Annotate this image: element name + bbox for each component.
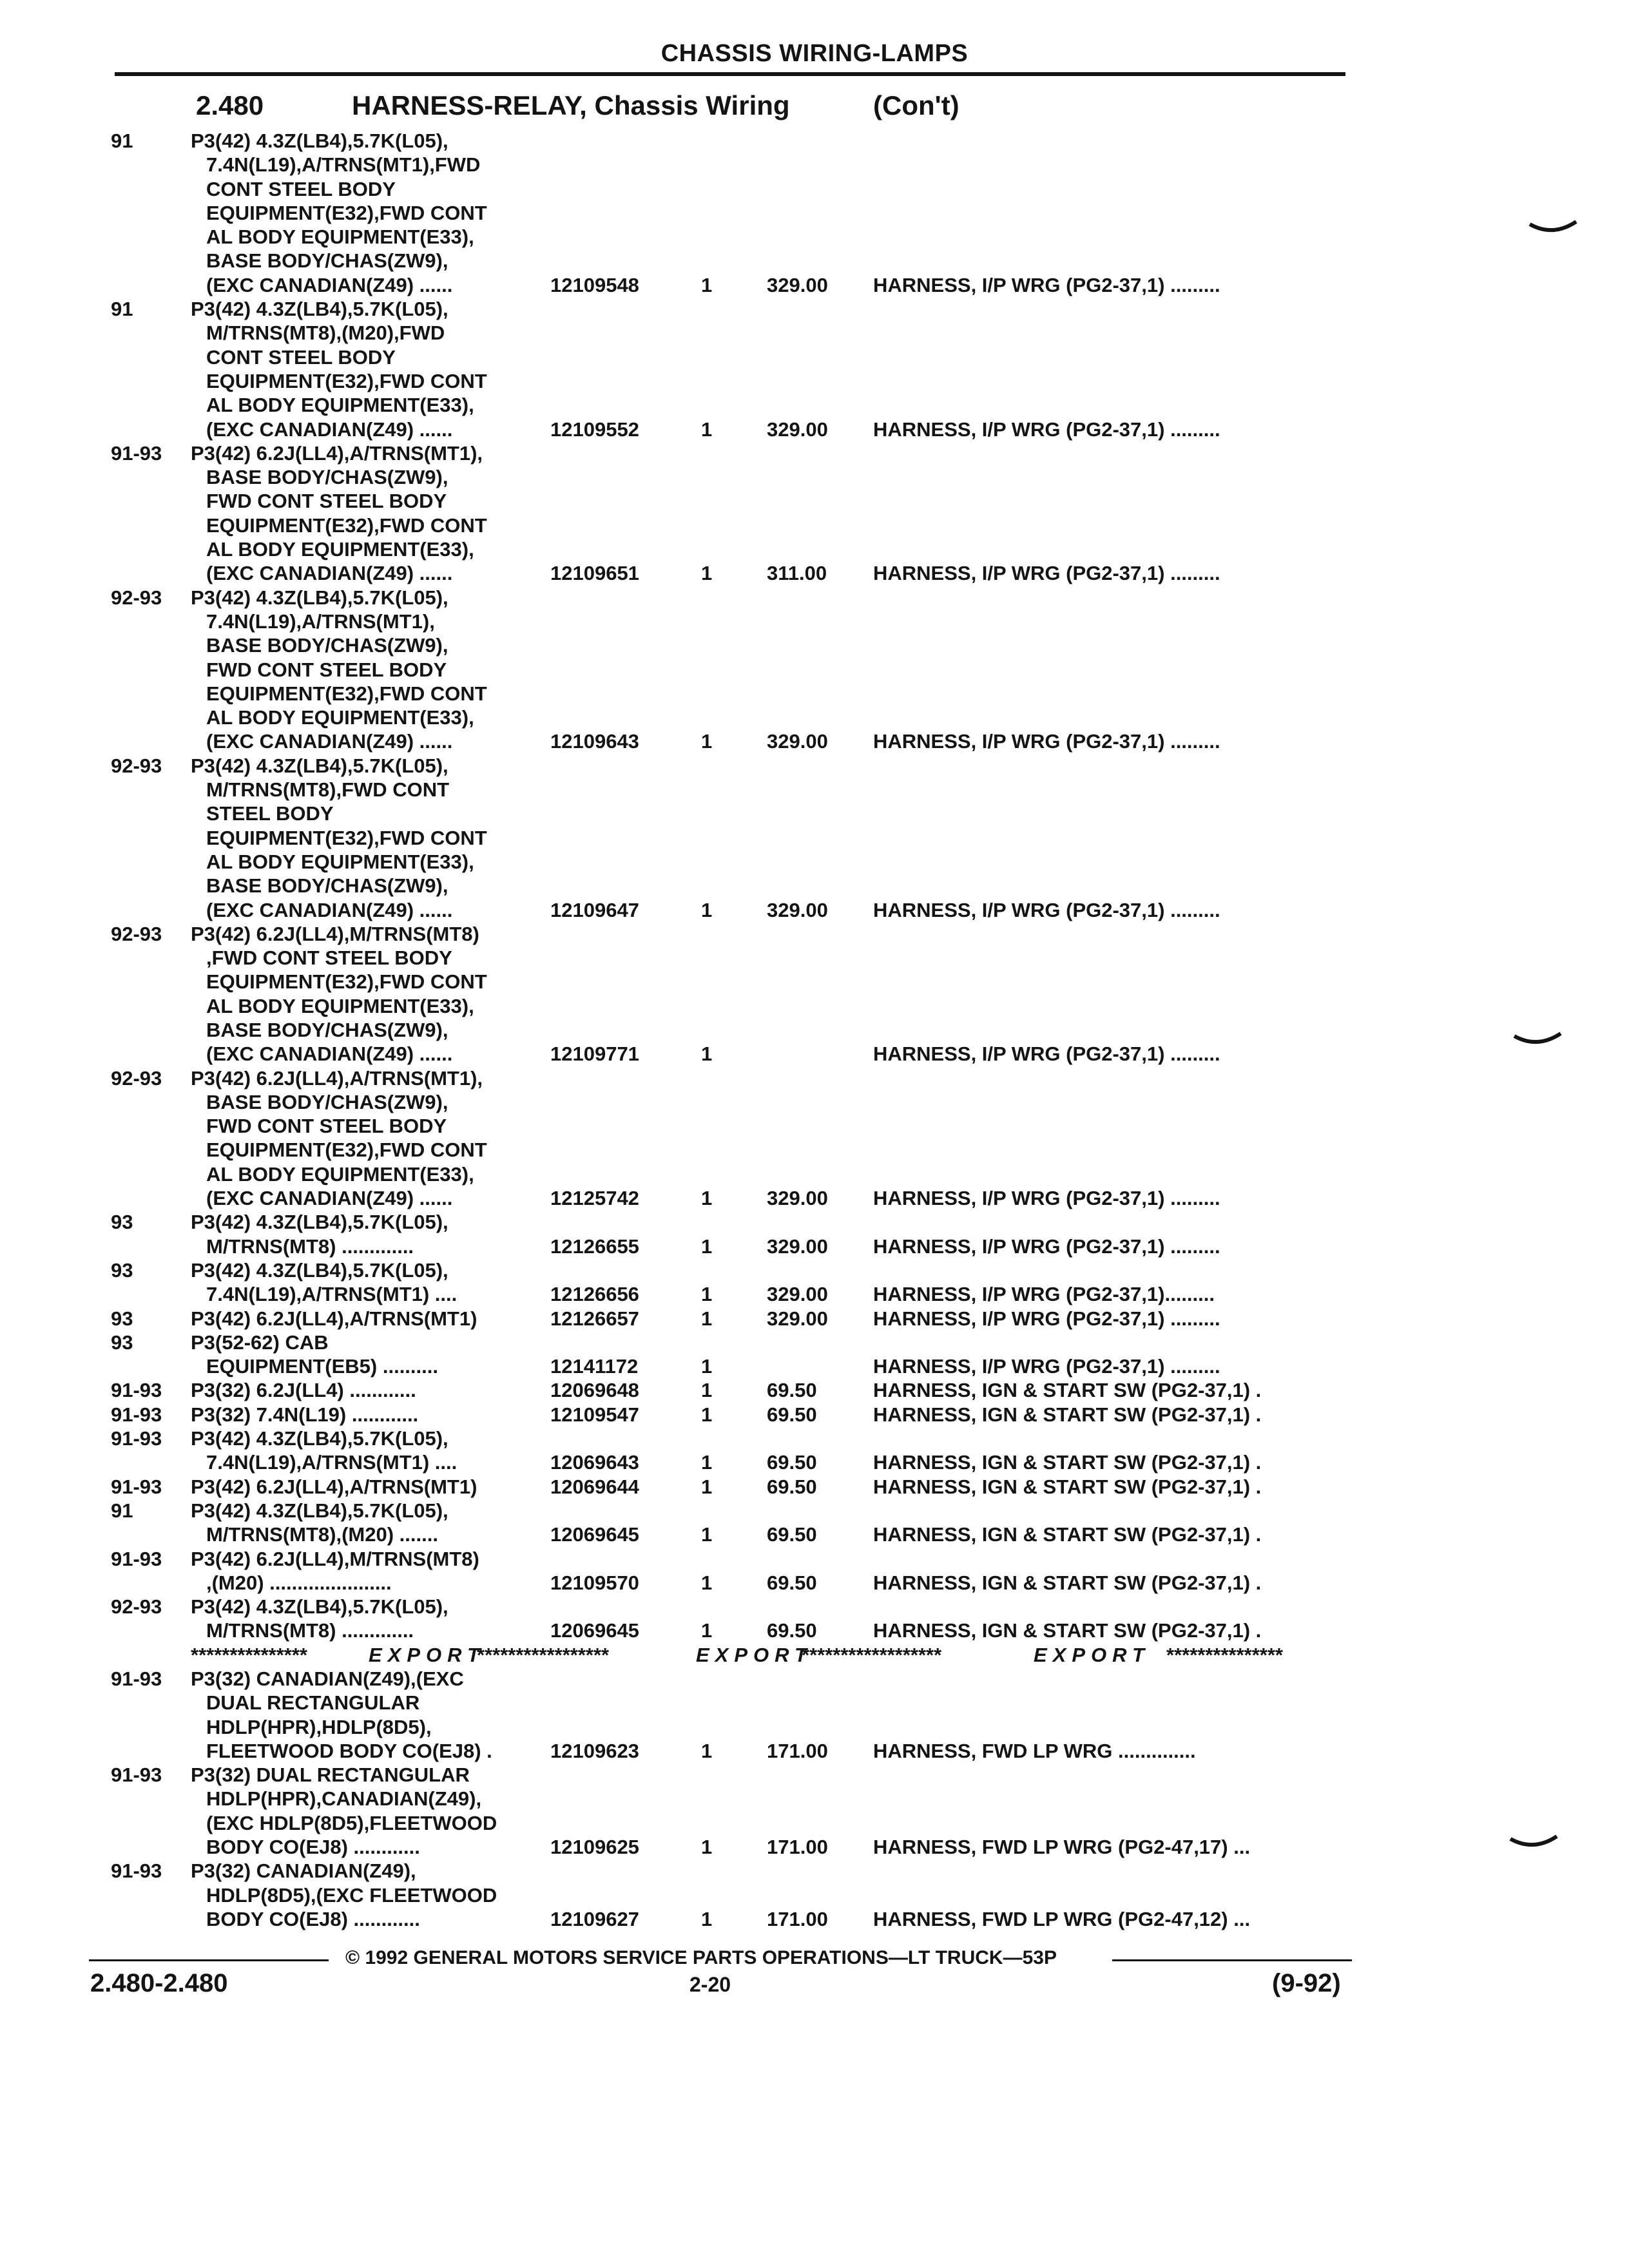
header-rule bbox=[115, 72, 1345, 76]
entry-line bbox=[0, 1307, 1629, 1331]
usage-description: P3(42) 4.3Z(LB4),5.7K(L05), bbox=[191, 1499, 448, 1522]
entry-line bbox=[0, 537, 1629, 561]
quantity: 1 bbox=[701, 1836, 713, 1859]
usage-description: P3(42) 6.2J(LL4),A/TRNS(MT1), bbox=[191, 1066, 483, 1090]
price: 69.50 bbox=[767, 1379, 817, 1402]
part-name: HARNESS, FWD LP WRG (PG2-47,12) ... bbox=[873, 1907, 1251, 1930]
entry-line bbox=[0, 297, 1629, 321]
export-label: EXPORT bbox=[696, 1643, 813, 1666]
entry-line bbox=[0, 1427, 1629, 1450]
export-stars: *************** bbox=[1166, 1643, 1283, 1666]
part-number: 12109570 bbox=[550, 1571, 639, 1594]
usage-description: FWD CONT STEEL BODY bbox=[206, 490, 447, 513]
parts-entry bbox=[0, 1210, 1629, 1258]
usage-description: EQUIPMENT(E32),FWD CONT bbox=[206, 201, 487, 224]
model-years: 92-93 bbox=[111, 586, 162, 609]
entry-line bbox=[0, 345, 1629, 369]
quantity: 1 bbox=[701, 1235, 713, 1258]
usage-description: P3(32) DUAL RECTANGULAR bbox=[191, 1763, 470, 1787]
model-years: 91-93 bbox=[111, 1667, 162, 1690]
usage-description: M/TRNS(MT8),FWD CONT bbox=[206, 778, 450, 802]
part-name: HARNESS, I/P WRG (PG2-37,1) ......... bbox=[873, 562, 1220, 585]
part-number: 12109771 bbox=[550, 1043, 639, 1066]
usage-description: P3(42) 4.3Z(LB4),5.7K(L05), bbox=[191, 754, 448, 777]
part-number: 12141172 bbox=[550, 1355, 639, 1378]
usage-description: P3(42) 6.2J(LL4),M/TRNS(MT8) bbox=[191, 1547, 479, 1570]
section-heading bbox=[0, 90, 1629, 129]
entry-line bbox=[0, 489, 1629, 513]
entry-line bbox=[0, 1571, 1629, 1595]
price: 171.00 bbox=[767, 1836, 828, 1859]
price: 69.50 bbox=[767, 1523, 817, 1546]
entry-line bbox=[0, 1282, 1629, 1306]
entry-line bbox=[0, 1547, 1629, 1571]
entry-line bbox=[0, 898, 1629, 922]
entry-line bbox=[0, 1186, 1629, 1210]
entry-line bbox=[0, 1715, 1629, 1739]
usage-description: P3(32) 7.4N(L19) ............ bbox=[191, 1403, 419, 1426]
model-years: 92-93 bbox=[111, 1595, 162, 1619]
usage-description: BASE BODY/CHAS(ZW9), bbox=[206, 466, 448, 489]
usage-description: P3(42) 4.3Z(LB4),5.7K(L05), bbox=[191, 1211, 448, 1234]
usage-description: 7.4N(L19),A/TRNS(MT1) .... bbox=[206, 1451, 458, 1474]
entry-line bbox=[0, 153, 1629, 177]
usage-description: 7.4N(L19),A/TRNS(MT1), bbox=[206, 610, 435, 633]
usage-description: (EXC CANADIAN(Z49) ...... bbox=[206, 273, 453, 296]
part-name: HARNESS, IGN & START SW (PG2-37,1) . bbox=[873, 1403, 1262, 1426]
usage-description: P3(32) CANADIAN(Z49), bbox=[191, 1860, 416, 1883]
model-years: 91-93 bbox=[111, 1860, 162, 1883]
parts-entry bbox=[0, 1859, 1629, 1931]
part-number: 12069645 bbox=[550, 1619, 639, 1642]
quantity: 1 bbox=[701, 1475, 713, 1498]
entry-line bbox=[0, 201, 1629, 225]
parts-entry bbox=[0, 1595, 1629, 1643]
entry-line bbox=[0, 129, 1629, 153]
part-number: 12109548 bbox=[550, 273, 639, 296]
quantity: 1 bbox=[701, 1307, 713, 1330]
entry-line bbox=[0, 754, 1629, 778]
usage-description: BASE BODY/CHAS(ZW9), bbox=[206, 1018, 448, 1041]
usage-description: EQUIPMENT(E32),FWD CONT bbox=[206, 369, 487, 392]
part-name: HARNESS, I/P WRG (PG2-37,1) ......... bbox=[873, 1043, 1220, 1066]
model-years: 93 bbox=[111, 1307, 133, 1330]
model-years: 92-93 bbox=[111, 754, 162, 777]
entry-line bbox=[0, 1331, 1629, 1354]
entry-line bbox=[0, 1835, 1629, 1859]
footer-rule-right bbox=[1112, 1959, 1352, 1961]
entry-line bbox=[0, 1883, 1629, 1907]
quantity: 1 bbox=[701, 273, 713, 296]
entry-line bbox=[0, 1787, 1629, 1811]
footer-rule-left bbox=[89, 1959, 329, 1961]
price: 311.00 bbox=[767, 562, 827, 585]
export-label: EXPORT bbox=[369, 1643, 485, 1666]
part-name: HARNESS, IGN & START SW (PG2-37,1) . bbox=[873, 1475, 1262, 1498]
usage-description: 7.4N(L19),A/TRNS(MT1),FWD bbox=[206, 153, 481, 177]
margin-mark bbox=[1508, 1834, 1559, 1860]
price: 69.50 bbox=[767, 1403, 817, 1426]
entry-line bbox=[0, 1138, 1629, 1162]
usage-description: P3(32) CANADIAN(Z49),(EXC bbox=[191, 1667, 464, 1690]
part-name: HARNESS, FWD LP WRG .............. bbox=[873, 1739, 1196, 1762]
parts-entry bbox=[0, 1763, 1629, 1859]
usage-description: M/TRNS(MT8) ............. bbox=[206, 1235, 414, 1258]
entry-line bbox=[0, 418, 1629, 441]
entry-line bbox=[0, 610, 1629, 633]
part-name: HARNESS, FWD LP WRG (PG2-47,17) ... bbox=[873, 1836, 1251, 1859]
part-number: 12126655 bbox=[550, 1235, 639, 1258]
usage-description: FLEETWOOD BODY CO(EJ8) . bbox=[206, 1739, 492, 1762]
part-name: HARNESS, IGN & START SW (PG2-37,1) . bbox=[873, 1619, 1262, 1642]
usage-description: BASE BODY/CHAS(ZW9), bbox=[206, 634, 448, 657]
entry-line bbox=[0, 1162, 1629, 1186]
part-number: 12069643 bbox=[550, 1451, 639, 1474]
usage-description: AL BODY EQUIPMENT(E33), bbox=[206, 994, 474, 1017]
price: 329.00 bbox=[767, 1307, 828, 1330]
entry-line bbox=[0, 1619, 1629, 1642]
model-years: 91-93 bbox=[111, 1763, 162, 1787]
page-header-title: CHASSIS WIRING-LAMPS bbox=[660, 40, 969, 67]
quantity: 1 bbox=[701, 1451, 713, 1474]
part-number: 12109627 bbox=[550, 1907, 639, 1930]
model-years: 91-93 bbox=[111, 1379, 162, 1402]
parts-entry bbox=[0, 1475, 1629, 1499]
model-years: 91 bbox=[111, 1499, 133, 1522]
entry-line bbox=[0, 1499, 1629, 1523]
usage-description: AL BODY EQUIPMENT(E33), bbox=[206, 706, 474, 729]
entry-line bbox=[0, 682, 1629, 706]
parts-entry bbox=[0, 586, 1629, 754]
parts-entry bbox=[0, 1667, 1629, 1763]
entry-line bbox=[0, 586, 1629, 610]
entry-line bbox=[0, 1018, 1629, 1042]
entry-line bbox=[0, 1210, 1629, 1234]
parts-entry bbox=[0, 441, 1629, 586]
part-name: HARNESS, I/P WRG (PG2-37,1) ......... bbox=[873, 1307, 1220, 1330]
parts-entry bbox=[0, 1403, 1629, 1427]
quantity: 1 bbox=[701, 1187, 713, 1210]
model-years: 92-93 bbox=[111, 1066, 162, 1090]
price: 329.00 bbox=[767, 1187, 828, 1210]
model-years: 92-93 bbox=[111, 922, 162, 945]
entry-line bbox=[0, 393, 1629, 417]
parts-entry bbox=[0, 129, 1629, 297]
usage-description: HDLP(HPR),HDLP(8D5), bbox=[206, 1715, 432, 1738]
model-years: 91 bbox=[111, 130, 133, 152]
parts-entry bbox=[0, 1307, 1629, 1331]
usage-description: AL BODY EQUIPMENT(E33), bbox=[206, 1162, 474, 1186]
part-name: HARNESS, I/P WRG (PG2-37,1) ......... bbox=[873, 898, 1220, 921]
part-name: HARNESS, I/P WRG (PG2-37,1) ......... bbox=[873, 273, 1220, 296]
price: 171.00 bbox=[767, 1739, 828, 1762]
usage-description: ,(M20) ...................... bbox=[206, 1571, 392, 1594]
footer-date: (9-92) bbox=[1272, 1969, 1341, 1997]
entry-line bbox=[0, 1235, 1629, 1258]
model-years: 91-93 bbox=[111, 1475, 162, 1498]
usage-description: FWD CONT STEEL BODY bbox=[206, 658, 447, 681]
part-name: HARNESS, I/P WRG (PG2-37,1) ......... bbox=[873, 418, 1220, 441]
part-name: HARNESS, I/P WRG (PG2-37,1)......... bbox=[873, 1283, 1215, 1306]
usage-description: M/TRNS(MT8),(M20) ....... bbox=[206, 1523, 438, 1546]
usage-description: (EXC HDLP(8D5),FLEETWOOD bbox=[206, 1811, 497, 1834]
usage-description: (EXC CANADIAN(Z49) ...... bbox=[206, 730, 453, 753]
entry-line bbox=[0, 273, 1629, 297]
quantity: 1 bbox=[701, 1619, 713, 1642]
usage-description: 7.4N(L19),A/TRNS(MT1) .... bbox=[206, 1283, 458, 1306]
entry-line bbox=[0, 874, 1629, 898]
entry-line bbox=[0, 706, 1629, 729]
quantity: 1 bbox=[701, 1043, 713, 1066]
entry-line bbox=[0, 249, 1629, 273]
entry-line bbox=[0, 778, 1629, 802]
entry-line bbox=[0, 441, 1629, 465]
part-number: 12069645 bbox=[550, 1523, 639, 1546]
part-number: 12109623 bbox=[550, 1739, 639, 1762]
price: 329.00 bbox=[767, 273, 828, 296]
parts-entry bbox=[0, 1547, 1629, 1595]
part-number: 12109625 bbox=[550, 1836, 639, 1859]
parts-table bbox=[0, 129, 1629, 1931]
usage-description: P3(52-62) CAB bbox=[191, 1331, 329, 1354]
export-divider bbox=[0, 1643, 1629, 1667]
usage-description: EQUIPMENT(E32),FWD CONT bbox=[206, 1139, 487, 1162]
model-years: 93 bbox=[111, 1211, 133, 1234]
usage-description: AL BODY EQUIPMENT(E33), bbox=[206, 538, 474, 561]
parts-entry bbox=[0, 1331, 1629, 1379]
entry-line bbox=[0, 1595, 1629, 1619]
quantity: 1 bbox=[701, 1739, 713, 1762]
usage-description: EQUIPMENT(E32),FWD CONT bbox=[206, 826, 487, 849]
part-name: HARNESS, IGN & START SW (PG2-37,1) . bbox=[873, 1571, 1262, 1594]
export-label: EXPORT bbox=[1034, 1643, 1150, 1666]
entry-line bbox=[0, 1859, 1629, 1883]
usage-description: STEEL BODY bbox=[206, 802, 334, 825]
price: 329.00 bbox=[767, 730, 828, 753]
footer-copyright: © 1992 GENERAL MOTORS SERVICE PARTS OPERATIONS—LT TRUCK—53P bbox=[345, 1947, 1057, 1968]
usage-description: (EXC CANADIAN(Z49) ...... bbox=[206, 562, 453, 585]
model-years: 93 bbox=[111, 1258, 133, 1282]
usage-description: (EXC CANADIAN(Z49) ...... bbox=[206, 1187, 453, 1210]
entry-line bbox=[0, 1354, 1629, 1378]
export-stars: *************** bbox=[191, 1643, 307, 1666]
usage-description: M/TRNS(MT8) ............. bbox=[206, 1619, 414, 1642]
entry-line bbox=[0, 826, 1629, 850]
entry-line bbox=[0, 1258, 1629, 1282]
usage-description: AL BODY EQUIPMENT(E33), bbox=[206, 394, 474, 417]
entry-line bbox=[0, 1691, 1629, 1715]
price: 69.50 bbox=[767, 1451, 817, 1474]
part-number: 12109651 bbox=[550, 562, 639, 585]
usage-description: EQUIPMENT(E32),FWD CONT bbox=[206, 682, 487, 705]
entry-line bbox=[0, 369, 1629, 393]
price: 69.50 bbox=[767, 1571, 817, 1594]
parts-entry bbox=[0, 1427, 1629, 1475]
quantity: 1 bbox=[701, 1403, 713, 1426]
parts-entry bbox=[0, 1066, 1629, 1211]
part-number: 12069648 bbox=[550, 1379, 639, 1402]
part-number: 12109647 bbox=[550, 898, 639, 921]
entry-line bbox=[0, 1090, 1629, 1114]
usage-description: HDLP(HPR),CANADIAN(Z49), bbox=[206, 1787, 482, 1811]
entry-line bbox=[0, 1042, 1629, 1066]
usage-description: P3(42) 6.2J(LL4),A/TRNS(MT1), bbox=[191, 441, 483, 465]
part-name: HARNESS, I/P WRG (PG2-37,1) ......... bbox=[873, 1187, 1220, 1210]
entry-line bbox=[0, 1378, 1629, 1402]
entry-line bbox=[0, 802, 1629, 825]
usage-description: P3(42) 4.3Z(LB4),5.7K(L05), bbox=[191, 1427, 448, 1450]
entry-line bbox=[0, 1475, 1629, 1499]
entry-line bbox=[0, 321, 1629, 345]
model-years: 91-93 bbox=[111, 1427, 162, 1450]
part-name: HARNESS, I/P WRG (PG2-37,1) ......... bbox=[873, 1355, 1220, 1378]
usage-description: EQUIPMENT(EB5) .......... bbox=[206, 1355, 438, 1378]
usage-description: (EXC CANADIAN(Z49) ...... bbox=[206, 898, 453, 921]
quantity: 1 bbox=[701, 730, 713, 753]
price: 69.50 bbox=[767, 1475, 817, 1498]
section-number: 2.480 bbox=[196, 90, 264, 120]
usage-description: AL BODY EQUIPMENT(E33), bbox=[206, 850, 474, 873]
usage-description: BODY CO(EJ8) ............ bbox=[206, 1836, 420, 1859]
entry-line bbox=[0, 922, 1629, 946]
footer-section-range: 2.480-2.480 bbox=[90, 1969, 228, 1997]
usage-description: CONT STEEL BODY bbox=[206, 345, 396, 369]
entry-line bbox=[0, 994, 1629, 1018]
part-name: HARNESS, IGN & START SW (PG2-37,1) . bbox=[873, 1451, 1262, 1474]
model-years: 91 bbox=[111, 298, 133, 321]
quantity: 1 bbox=[701, 1283, 713, 1306]
section-title: HARNESS-RELAY, Chassis Wiring bbox=[352, 90, 790, 120]
usage-description: P3(42) 6.2J(LL4),A/TRNS(MT1) bbox=[191, 1307, 477, 1330]
quantity: 1 bbox=[701, 1379, 713, 1402]
entry-line bbox=[0, 225, 1629, 249]
part-number: 12109547 bbox=[550, 1403, 639, 1426]
part-number: 12109643 bbox=[550, 730, 639, 753]
price: 171.00 bbox=[767, 1907, 828, 1930]
usage-description: (EXC CANADIAN(Z49) ...... bbox=[206, 1043, 453, 1066]
margin-mark bbox=[1527, 219, 1579, 245]
part-name: HARNESS, I/P WRG (PG2-37,1) ......... bbox=[873, 1235, 1220, 1258]
usage-description: DUAL RECTANGULAR bbox=[206, 1691, 420, 1715]
usage-description: FWD CONT STEEL BODY bbox=[206, 1115, 447, 1138]
usage-description: BASE BODY/CHAS(ZW9), bbox=[206, 1090, 448, 1113]
entry-line bbox=[0, 633, 1629, 657]
entry-line bbox=[0, 1907, 1629, 1931]
entry-line bbox=[0, 561, 1629, 585]
price: 329.00 bbox=[767, 1235, 828, 1258]
quantity: 1 bbox=[701, 1355, 713, 1378]
usage-description: P3(32) 6.2J(LL4) ............ bbox=[191, 1379, 416, 1402]
part-number: 12109552 bbox=[550, 418, 639, 441]
entry-line bbox=[0, 514, 1629, 537]
model-years: 93 bbox=[111, 1331, 133, 1354]
quantity: 1 bbox=[701, 1523, 713, 1546]
price: 329.00 bbox=[767, 1283, 828, 1306]
usage-description: AL BODY EQUIPMENT(E33), bbox=[206, 226, 474, 249]
entry-line bbox=[0, 1066, 1629, 1090]
usage-description: P3(42) 4.3Z(LB4),5.7K(L05), bbox=[191, 1595, 448, 1619]
entry-line bbox=[0, 1450, 1629, 1474]
entry-line bbox=[0, 1763, 1629, 1787]
entry-line bbox=[0, 1739, 1629, 1763]
entry-line bbox=[0, 1403, 1629, 1427]
part-number: 12126657 bbox=[550, 1307, 639, 1330]
parts-entry bbox=[0, 922, 1629, 1066]
part-name: HARNESS, I/P WRG (PG2-37,1) ......... bbox=[873, 730, 1220, 753]
usage-description: BASE BODY/CHAS(ZW9), bbox=[206, 874, 448, 898]
export-stars: ***************** bbox=[477, 1643, 610, 1666]
entry-line bbox=[0, 729, 1629, 753]
price: 329.00 bbox=[767, 418, 828, 441]
parts-entry bbox=[0, 1499, 1629, 1547]
usage-description: EQUIPMENT(E32),FWD CONT bbox=[206, 970, 487, 994]
usage-description: HDLP(8D5),(EXC FLEETWOOD bbox=[206, 1883, 497, 1907]
section-continued: (Con't) bbox=[873, 90, 959, 120]
price: 329.00 bbox=[767, 898, 828, 921]
part-number: 12069644 bbox=[550, 1475, 639, 1498]
usage-description: (EXC CANADIAN(Z49) ...... bbox=[206, 418, 453, 441]
usage-description: BODY CO(EJ8) ............ bbox=[206, 1907, 420, 1930]
usage-description: BASE BODY/CHAS(ZW9), bbox=[206, 249, 448, 273]
usage-description: CONT STEEL BODY bbox=[206, 177, 396, 200]
price: 69.50 bbox=[767, 1619, 817, 1642]
quantity: 1 bbox=[701, 1571, 713, 1594]
model-years: 91-93 bbox=[111, 1403, 162, 1426]
part-name: HARNESS, IGN & START SW (PG2-37,1) . bbox=[873, 1523, 1262, 1546]
entry-line bbox=[0, 465, 1629, 489]
quantity: 1 bbox=[701, 562, 713, 585]
model-years: 91-93 bbox=[111, 1547, 162, 1570]
entry-line bbox=[0, 946, 1629, 970]
part-number: 12125742 bbox=[550, 1187, 639, 1210]
usage-description: P3(42) 4.3Z(LB4),5.7K(L05), bbox=[191, 1258, 448, 1282]
usage-description: EQUIPMENT(E32),FWD CONT bbox=[206, 514, 487, 537]
usage-description: P3(42) 4.3Z(LB4),5.7K(L05), bbox=[191, 586, 448, 609]
part-name: HARNESS, IGN & START SW (PG2-37,1) . bbox=[873, 1379, 1262, 1402]
entry-line bbox=[0, 850, 1629, 874]
usage-description: M/TRNS(MT8),(M20),FWD bbox=[206, 322, 445, 345]
entry-line bbox=[0, 970, 1629, 994]
entry-line bbox=[0, 1114, 1629, 1138]
parts-entry bbox=[0, 297, 1629, 441]
quantity: 1 bbox=[701, 418, 713, 441]
entry-line bbox=[0, 658, 1629, 682]
part-number: 12126656 bbox=[550, 1283, 639, 1306]
usage-description: P3(42) 6.2J(LL4),M/TRNS(MT8) bbox=[191, 922, 479, 945]
parts-entry bbox=[0, 754, 1629, 922]
footer-page-number: 2-20 bbox=[689, 1973, 731, 1996]
export-stars: ****************** bbox=[802, 1643, 942, 1666]
entry-line bbox=[0, 1811, 1629, 1835]
quantity: 1 bbox=[701, 898, 713, 921]
usage-description: P3(42) 6.2J(LL4),A/TRNS(MT1) bbox=[191, 1475, 477, 1498]
quantity: 1 bbox=[701, 1907, 713, 1930]
usage-description: P3(42) 4.3Z(LB4),5.7K(L05), bbox=[191, 298, 448, 321]
footer-bottom bbox=[0, 1969, 1629, 2001]
entry-line bbox=[0, 1523, 1629, 1546]
page-header bbox=[0, 40, 1629, 68]
margin-mark bbox=[1512, 1031, 1563, 1057]
parts-entry bbox=[0, 1378, 1629, 1402]
usage-description: P3(42) 4.3Z(LB4),5.7K(L05), bbox=[191, 130, 448, 152]
usage-description: ,FWD CONT STEEL BODY bbox=[206, 947, 452, 970]
model-years: 91-93 bbox=[111, 441, 162, 465]
parts-entry bbox=[0, 1258, 1629, 1307]
entry-line bbox=[0, 177, 1629, 201]
entry-line bbox=[0, 1667, 1629, 1691]
